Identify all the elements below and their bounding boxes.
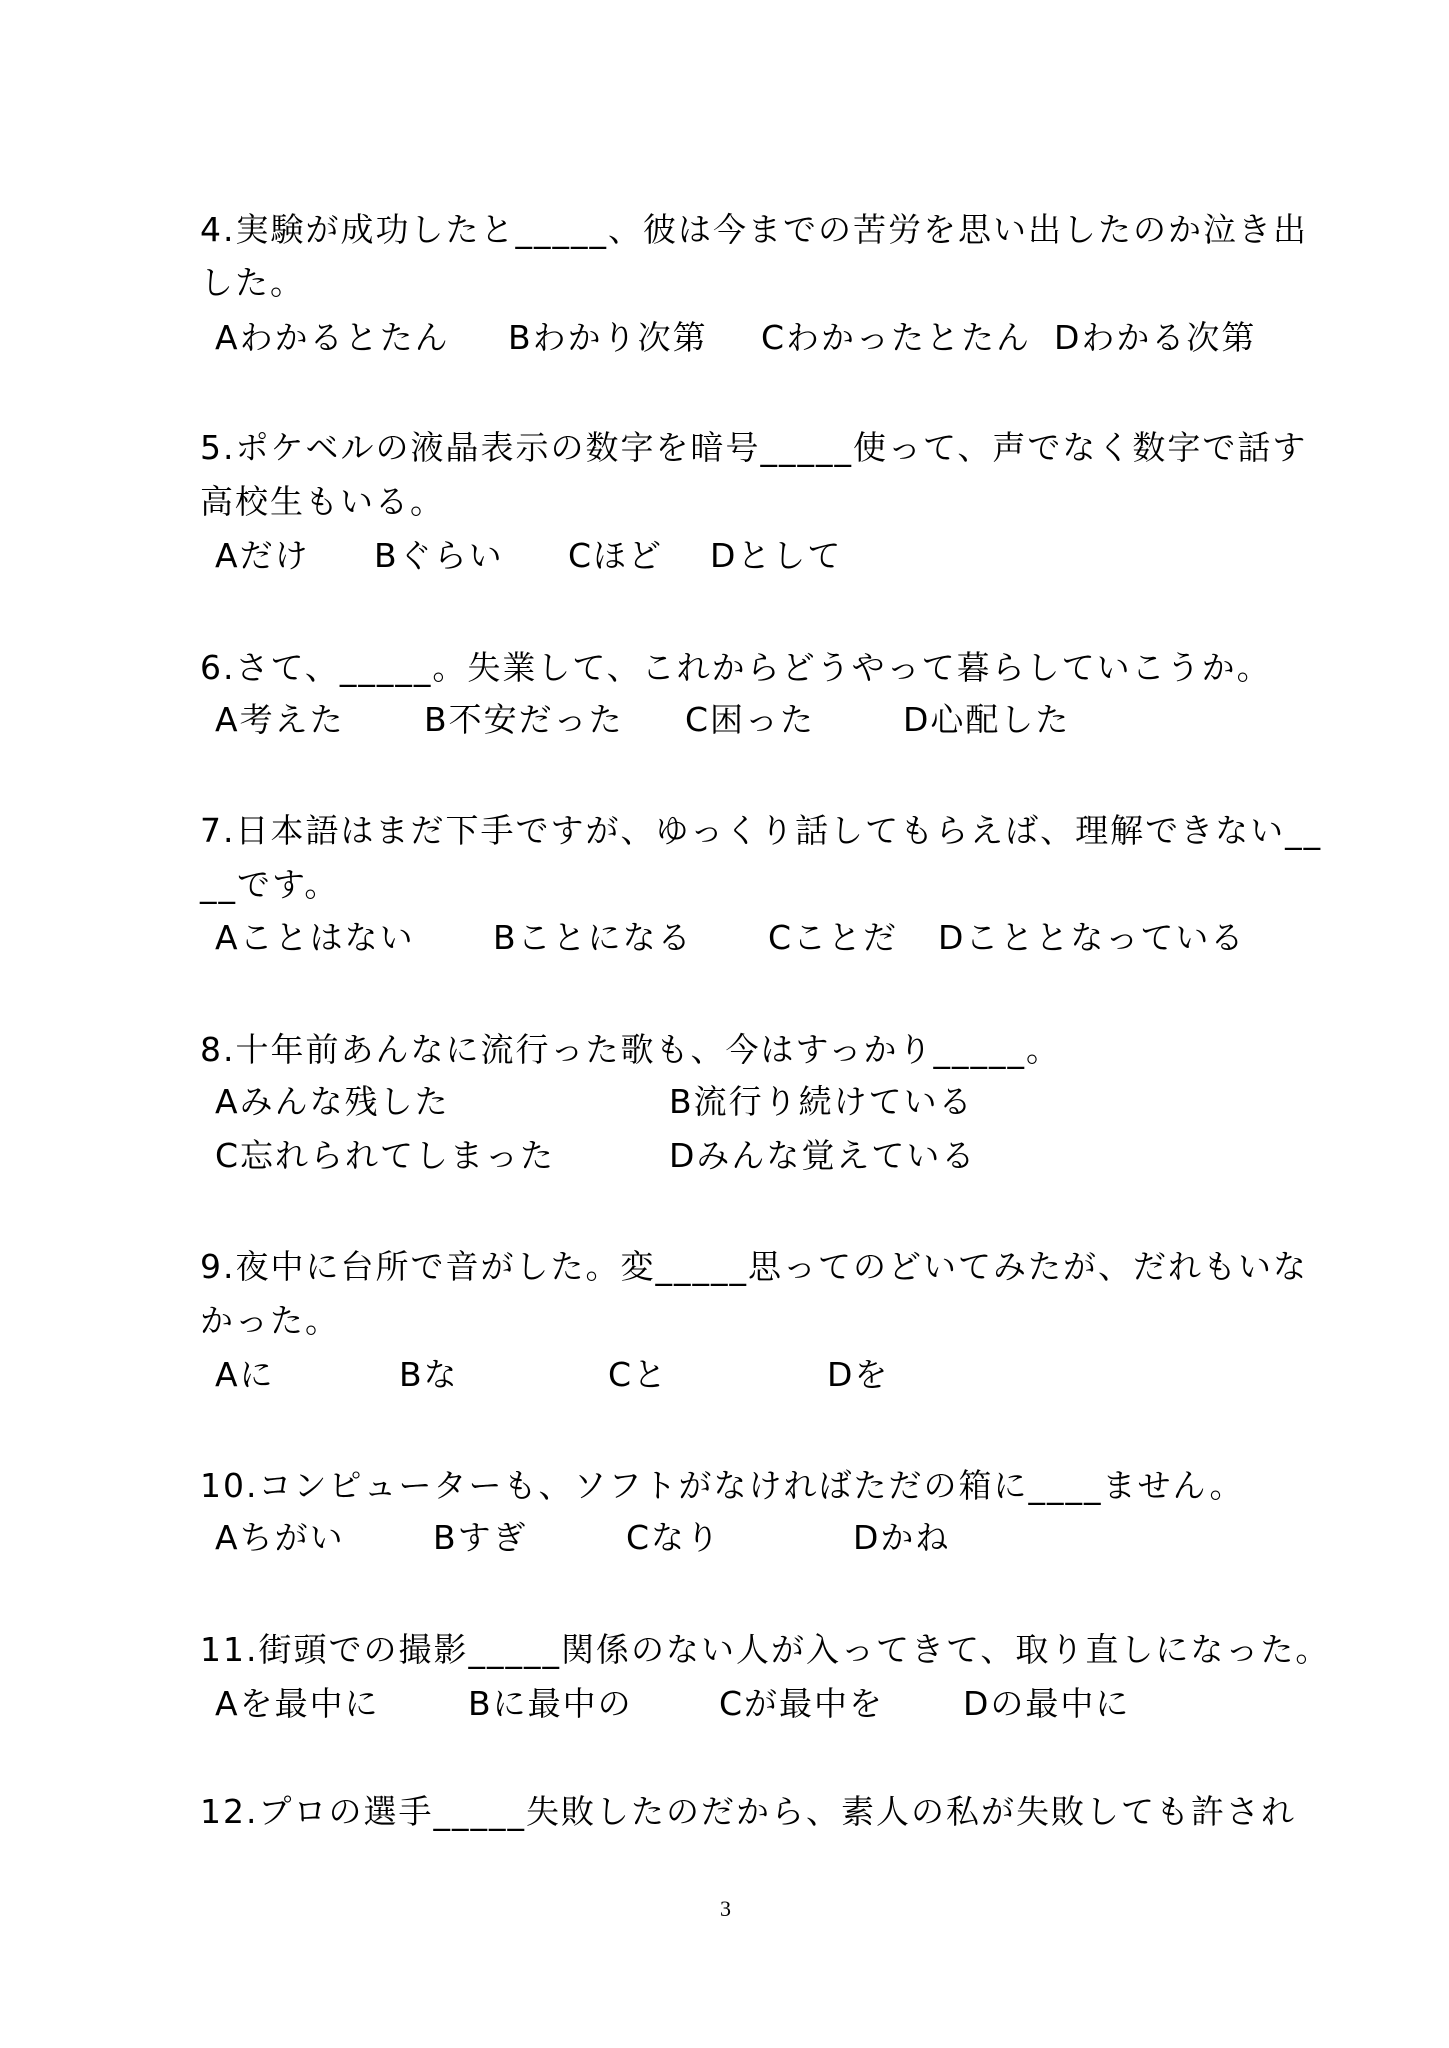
question-6-line-1: 6.さて、_____。失業して、これからどうやって暮らしていこうか。 — [200, 648, 1272, 687]
q9-option-a: Aに — [215, 1355, 275, 1394]
q11-option-b: Bに最中の — [468, 1684, 633, 1723]
q11-option-a: Aを最中に — [215, 1684, 380, 1723]
q5-option-c: Cほど — [568, 536, 664, 575]
q8-option-c: C忘れられてしまった — [215, 1136, 556, 1175]
q6-option-d: D心配した — [903, 700, 1071, 739]
q4-option-d: Dわかる次第 — [1054, 318, 1257, 357]
q7-option-c: Cことだ — [768, 918, 899, 957]
q7-option-a: Aことはない — [215, 918, 415, 957]
q7-option-b: Bことになる — [493, 918, 693, 957]
question-12-line-1: 12.プロの選手_____失敗したのだから、素人の私が失敗しても許され — [200, 1792, 1296, 1831]
question-7-line-1: 7.日本語はまだ下手ですが、ゆっくり話してもらえば、理解できない__ — [200, 811, 1323, 850]
q6-option-c: C困った — [685, 700, 816, 739]
question-9-line-2: かった。 — [200, 1301, 340, 1340]
q9-option-c: Cと — [608, 1355, 669, 1394]
question-5-line-2: 高校生もいる。 — [200, 482, 445, 521]
q5-option-a: Aだけ — [215, 536, 310, 575]
question-5-line-1: 5.ポケベルの液晶表示の数字を暗号_____使って、声でなく数字で話す — [200, 428, 1308, 467]
q6-option-b: B不安だった — [424, 700, 624, 739]
q5-option-d: Dとして — [710, 536, 843, 575]
q10-option-a: Aちがい — [215, 1518, 345, 1557]
q9-option-b: Bな — [399, 1355, 459, 1394]
question-4-line-1: 4.実験が成功したと_____、彼は今までの苦労を思い出したのか泣き出 — [200, 210, 1308, 249]
q8-option-d: Dみんな覚えている — [669, 1136, 977, 1175]
page-number: 3 — [720, 1896, 731, 1921]
question-9-line-1: 9.夜中に台所で音がした。変_____思ってのどいてみたが、だれもいな — [200, 1247, 1308, 1286]
question-8-line-1: 8.十年前あんなに流行った歌も、今はすっかり_____。 — [200, 1030, 1062, 1069]
q11-option-d: Dの最中に — [963, 1684, 1131, 1723]
q9-option-d: Dを — [827, 1355, 890, 1394]
q4-option-b: Bわかり次第 — [508, 318, 708, 357]
q8-option-b: B流行り続けている — [669, 1082, 974, 1121]
q10-option-d: Dかね — [853, 1518, 951, 1557]
q7-option-d: Dこととなっている — [938, 918, 1246, 957]
q8-option-a: Aみんな残した — [215, 1082, 450, 1121]
question-4-line-2: した。 — [200, 263, 305, 302]
q11-option-c: Cが最中を — [719, 1684, 885, 1723]
q5-option-b: Bぐらい — [374, 536, 504, 575]
q4-option-c: Cわかったとたん — [761, 318, 1032, 357]
q6-option-a: A考えた — [215, 700, 345, 739]
question-11-line-1: 11.街頭での撮影_____関係のない人が入ってきて、取り直しになった。 — [200, 1630, 1331, 1669]
q10-option-c: Cなり — [626, 1518, 722, 1557]
question-7-line-2: __です。 — [200, 865, 340, 904]
q10-option-b: Bすぎ — [433, 1518, 528, 1557]
question-10-line-1: 10.コンピューターも、ソフトがなければただの箱に____ません。 — [200, 1466, 1245, 1505]
q4-option-a: Aわかるとたん — [215, 318, 450, 357]
